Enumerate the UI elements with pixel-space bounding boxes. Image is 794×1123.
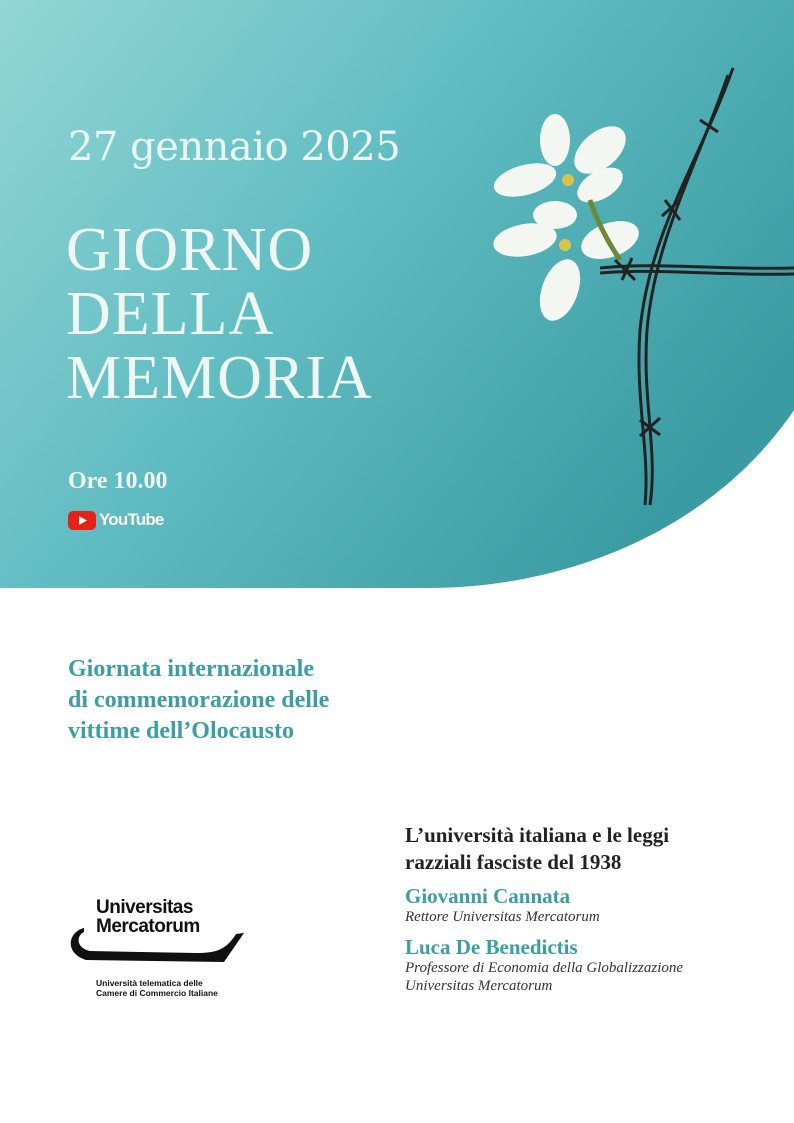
speaker-name: Giovanni Cannata: [405, 884, 571, 908]
speaker: [405, 884, 600, 926]
title-line: GIORNO: [66, 216, 314, 284]
subtitle-line: di commemorazione delle: [68, 687, 330, 713]
speaker: [405, 935, 683, 995]
talk-title-line: razziali fasciste del 1938: [405, 850, 622, 874]
speaker-name: Luca De Benedictis: [405, 935, 578, 959]
speaker-role: Rettore Universitas Mercatorum: [405, 909, 600, 925]
event-time: Ore 10.00: [68, 468, 168, 494]
subtitle-line: vittime dell’Olocausto: [68, 718, 294, 744]
speaker-role: Professore di Economia della Globalizzazione: [405, 960, 684, 976]
event-date: 27 gennaio 2025: [68, 124, 401, 170]
title-line: DELLA: [66, 280, 275, 348]
logo-name-line: Universitas: [96, 897, 193, 918]
logo-tagline-line: Università telematica delle: [96, 978, 203, 988]
youtube-link[interactable]: [68, 510, 164, 530]
youtube-play-icon: [68, 511, 96, 530]
logo-name-line: Mercatorum: [96, 916, 200, 937]
title-line: MEMORIA: [66, 344, 373, 412]
speaker-role: Universitas Mercatorum: [405, 978, 553, 994]
event-title: [66, 218, 373, 410]
event-subtitle: [68, 654, 329, 747]
talk-title: [405, 822, 669, 876]
subtitle-line: Giornata internazionale: [68, 656, 314, 682]
youtube-label: YouTube: [99, 510, 164, 529]
talk-title-line: L’università italiana e le leggi: [405, 823, 670, 847]
logo-tagline-line: Camere di Commercio Italiane: [96, 988, 218, 998]
